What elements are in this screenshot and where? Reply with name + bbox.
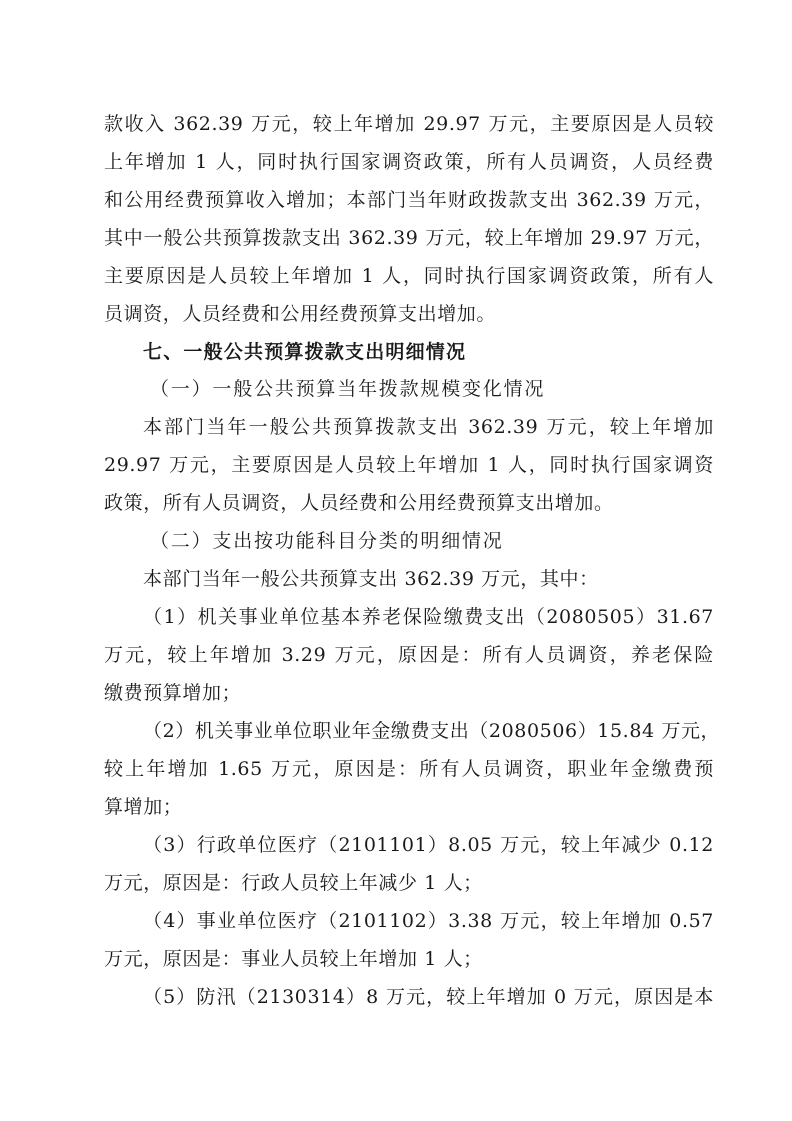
body-text-line: 款收入 362.39 万元，较上年增加 29.97 万元，主要原因是人员较	[104, 113, 714, 135]
body-text-line: 本部门当年一般公共预算拨款支出 362.39 万元，较上年增加	[143, 416, 714, 438]
body-text-line: 29.97 万元，主要原因是人员较上年增加 1 人，同时执行国家调资	[104, 454, 714, 476]
subsection-heading: （一）一般公共预算当年拨款规模变化情况	[150, 378, 546, 400]
list-item-line: （1）机关事业单位基本养老保险缴费支出（2080505）31.67	[143, 606, 714, 628]
body-text-line: 主要原因是人员较上年增加 1 人，同时执行国家调资政策，所有人	[104, 265, 714, 287]
body-text-line: 上年增加 1 人，同时执行国家调资政策，所有人员调资，人员经费	[104, 151, 714, 173]
body-text-line: 算增加；	[104, 796, 183, 818]
list-item-line: （4）事业单位医疗（2101102）3.38 万元，较上年增加 0.57	[143, 910, 714, 932]
body-text-line: 本部门当年一般公共预算支出 362.39 万元，其中：	[143, 568, 599, 590]
list-item-line: （2）机关事业单位职业年金缴费支出（2080506）15.84 万元，	[143, 720, 721, 742]
body-text-line: 缴费预算增加；	[104, 682, 242, 704]
body-text-line: 较上年增加 1.65 万元，原因是：所有人员调资，职业年金缴费预	[104, 758, 714, 780]
body-text-line: 万元，原因是：行政人员较上年减少 1 人；	[104, 872, 483, 894]
body-text-line: 和公用经费预算收入增加；本部门当年财政拨款支出 362.39 万元，	[104, 189, 714, 211]
body-text-line: 万元，原因是：事业人员较上年增加 1 人；	[104, 948, 483, 970]
body-text-line: 万元，较上年增加 3.29 万元，原因是：所有人员调资，养老保险	[104, 644, 714, 666]
body-text-line: 政策，所有人员调资，人员经费和公用经费预算支出增加。	[104, 492, 614, 514]
section-heading: 七、一般公共预算拨款支出明细情况	[143, 341, 467, 363]
body-text-line: 员调资，人员经费和公用经费预算支出增加。	[104, 303, 497, 325]
list-item-line: （5）防汛（2130314）8 万元，较上年增加 0 万元，原因是本	[143, 986, 714, 1008]
list-item-line: （3）行政单位医疗（2101101）8.05 万元，较上年减少 0.12	[143, 834, 714, 856]
subsection-heading: （二）支出按功能科目分类的明细情况	[150, 530, 504, 552]
body-text-line: 其中一般公共预算拨款支出 362.39 万元，较上年增加 29.97 万元，	[104, 227, 714, 249]
